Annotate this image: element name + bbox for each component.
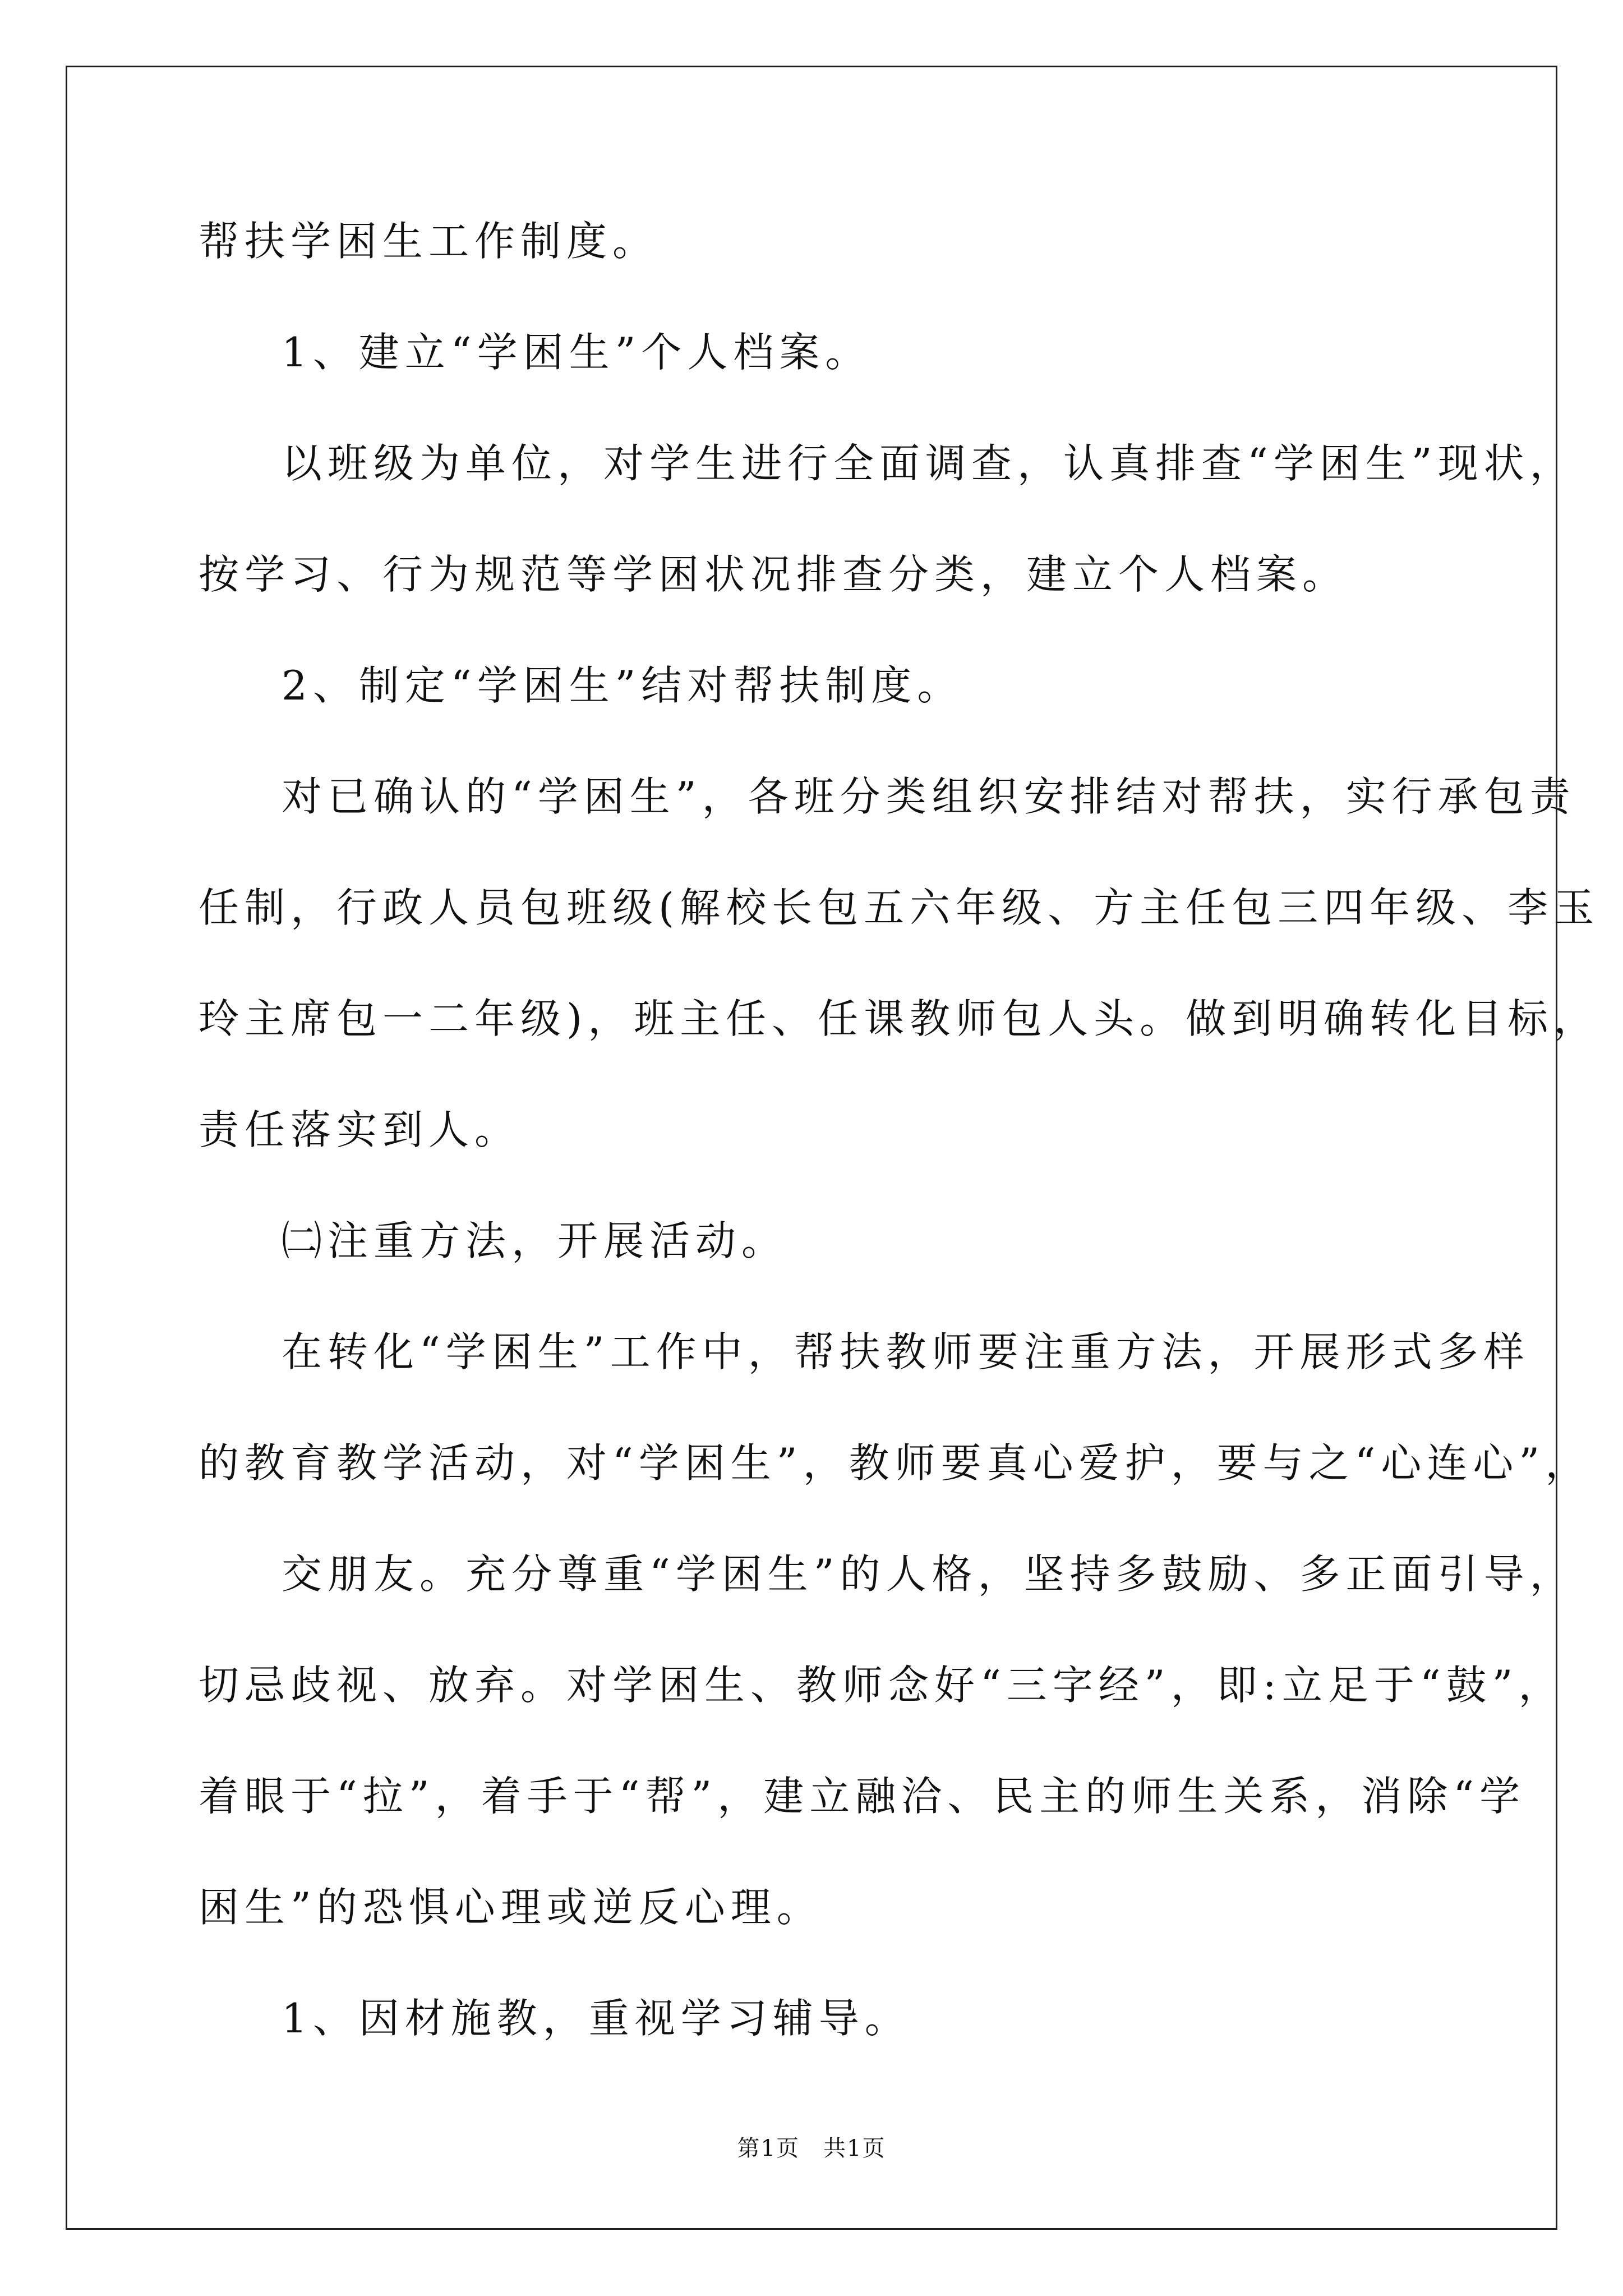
text-line: 玲主席包一二年级)，班主任、任课教师包人头。做到明确转化目标， bbox=[199, 995, 1600, 1042]
text-line: 2、制定“学困生”结对帮扶制度。 bbox=[282, 662, 963, 709]
text-line: 责任落实到人。 bbox=[199, 1106, 521, 1153]
text-line: 按学习、行为规范等学困状况排查分类，建立个人档案。 bbox=[199, 551, 1349, 598]
text-line: 的教育教学活动，对“学困生”，教师要真心爱护，要与之“心连心”， bbox=[199, 1439, 1592, 1487]
text-line: 对已确认的“学困生”，各班分类组织安排结对帮扶，实行承包责 bbox=[282, 773, 1576, 820]
text-line: 切忌歧视、放弃。对学困生、教师念好“三字经”，即:立足于“鼓”， bbox=[199, 1662, 1565, 1709]
text-line: 1、建立“学困生”个人档案。 bbox=[282, 329, 872, 376]
text-line: ㈡注重方法，开展活动。 bbox=[282, 1217, 788, 1264]
text-line: 困生”的恐惧心理或逆反心理。 bbox=[199, 1884, 823, 1931]
text-line: 帮扶学困生工作制度。 bbox=[199, 218, 659, 265]
text-line: 以班级为单位，对学生进行全面调查，认真排查“学困生”现状， bbox=[282, 440, 1576, 487]
text-line: 在转化“学困生”工作中，帮扶教师要注重方法，开展形式多样 bbox=[282, 1328, 1530, 1375]
text-line: 任制，行政人员包班级(解校长包五六年级、方主任包三四年级、李玉 bbox=[199, 884, 1600, 931]
text-line: 交朋友。充分尊重“学困生”的人格，坚持多鼓励、多正面引导， bbox=[282, 1550, 1576, 1598]
text-line: 1、因材施教，重视学习辅导。 bbox=[282, 1995, 911, 2042]
text-line: 着眼于“拉”，着手于“帮”，建立融洽、民主的师生关系，消除“学 bbox=[199, 1773, 1526, 1820]
page-footer: 第1页 共1页 bbox=[737, 2136, 886, 2161]
